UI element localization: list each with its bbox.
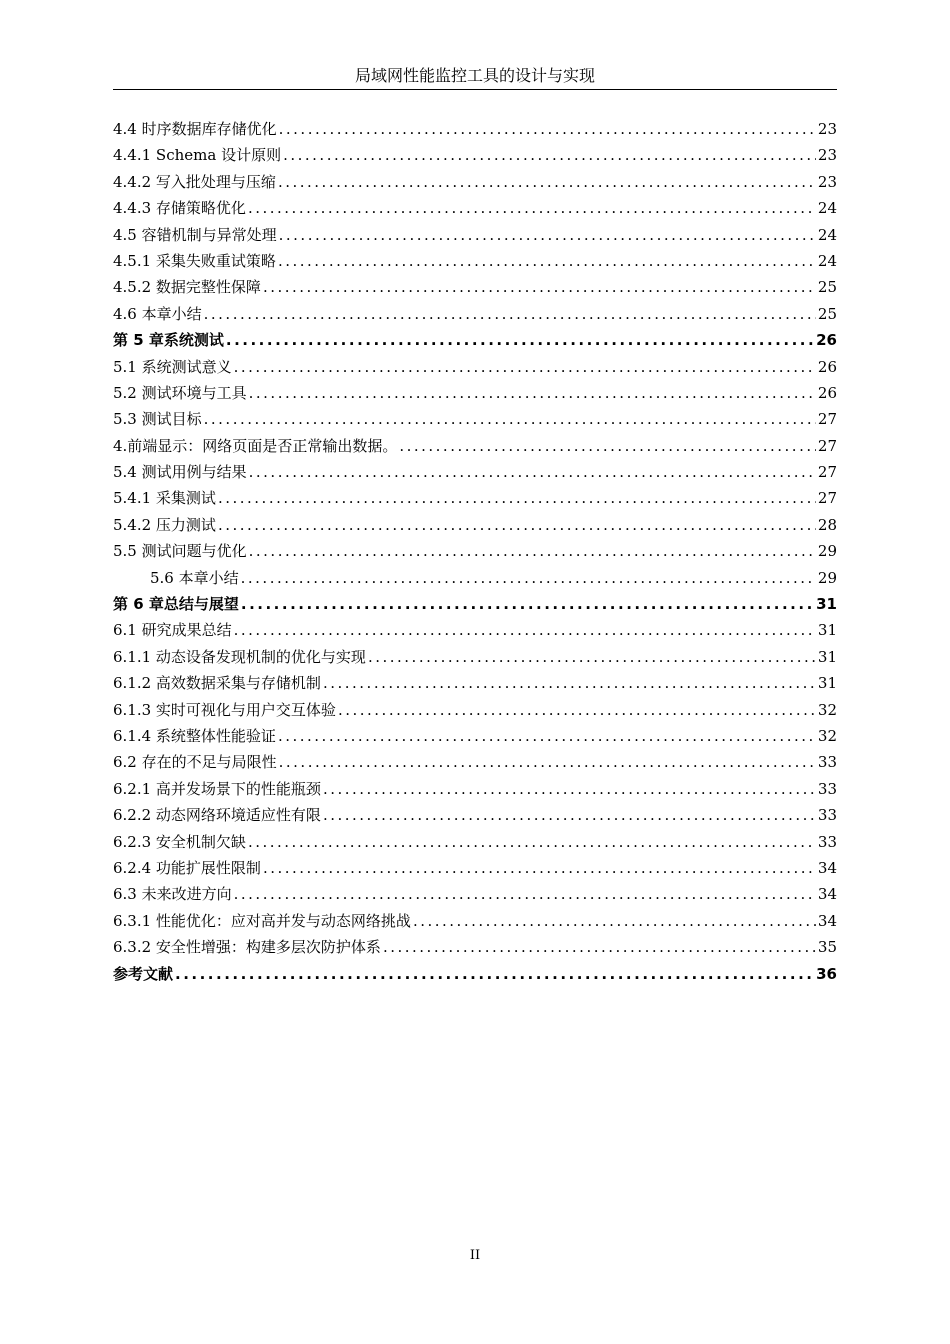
toc-section-entry[interactable] — [113, 248, 837, 274]
toc-entry-page: 25 — [817, 304, 837, 323]
toc-dot-leader — [413, 908, 816, 934]
toc-entry-title: 5.3 测试目标 — [113, 410, 202, 429]
toc-section-entry[interactable] — [113, 195, 837, 221]
toc-section-entry[interactable] — [113, 354, 837, 380]
toc-entry-title: 4.5.1 采集失败重试策略 — [113, 251, 276, 270]
toc-entry-page: 26 — [817, 383, 837, 402]
toc-dot-leader — [323, 802, 816, 828]
toc-section-entry[interactable] — [113, 855, 837, 881]
toc-entry-page: 24 — [817, 199, 837, 218]
toc-entry-title: 4.5.2 数据完整性保障 — [113, 278, 261, 297]
toc-entry-title: 第 6 章总结与展望 — [113, 595, 239, 614]
toc-entry-title: 5.4.1 采集测试 — [113, 489, 216, 508]
toc-entry-page: 27 — [817, 463, 837, 482]
toc-entry-page: 26 — [816, 331, 837, 350]
toc-dot-leader — [283, 142, 816, 168]
toc-entry-page: 33 — [817, 806, 837, 825]
toc-dot-leader — [234, 354, 816, 380]
toc-entry-title: 4.前端显示：网络页面是否正常输出数据。 — [113, 436, 398, 455]
toc-entry-page: 28 — [817, 515, 837, 534]
toc-entry-title: 6.1.2 高效数据采集与存储机制 — [113, 674, 321, 693]
toc-dot-leader — [368, 644, 816, 670]
toc-entry-page: 33 — [817, 832, 837, 851]
toc-entry-page: 27 — [817, 436, 837, 455]
toc-entry-title: 4.5 容错机制与异常处理 — [113, 225, 277, 244]
page-header-title: 局域网性能监控工具的设计与实现 — [354, 66, 595, 85]
toc-entry-title: 6.2.2 动态网络环境适应性有限 — [113, 806, 321, 825]
toc-entry-page: 34 — [817, 911, 837, 930]
toc-entry-title: 6.1 研究成果总结 — [113, 621, 232, 640]
toc-entry-title: 6.2 存在的不足与局限性 — [113, 753, 277, 772]
toc-dot-leader — [175, 961, 814, 987]
toc-entry-title: 6.1.4 系统整体性能验证 — [113, 726, 276, 745]
toc-section-entry[interactable] — [113, 908, 837, 934]
toc-section-entry[interactable] — [113, 406, 837, 432]
table-of-contents — [113, 116, 837, 987]
toc-dot-leader — [226, 327, 814, 353]
toc-section-entry[interactable] — [113, 617, 837, 643]
toc-entry-page: 32 — [817, 726, 837, 745]
page-number: II — [469, 1248, 481, 1263]
toc-section-entry[interactable] — [113, 433, 837, 459]
toc-dot-leader — [279, 222, 816, 248]
toc-dot-leader — [248, 829, 816, 855]
toc-dot-leader — [218, 485, 816, 511]
toc-section-entry[interactable] — [113, 644, 837, 670]
toc-entry-page: 23 — [817, 146, 837, 165]
toc-section-entry[interactable] — [113, 512, 837, 538]
toc-section-entry[interactable] — [113, 749, 837, 775]
toc-entry-page: 24 — [817, 251, 837, 270]
toc-dot-leader — [241, 565, 816, 591]
toc-dot-leader — [234, 617, 816, 643]
toc-dot-leader — [323, 776, 816, 802]
toc-entry-page: 27 — [817, 410, 837, 429]
toc-entry-title: 5.1 系统测试意义 — [113, 357, 232, 376]
toc-entry-title: 6.1.1 动态设备发现机制的优化与实现 — [113, 647, 366, 666]
toc-entry-page: 26 — [817, 357, 837, 376]
header-rule — [113, 89, 837, 90]
toc-dot-leader — [249, 538, 816, 564]
toc-dot-leader — [263, 274, 816, 300]
toc-section-entry[interactable] — [113, 116, 837, 142]
toc-dot-leader — [278, 723, 816, 749]
toc-entry-title: 6.3 未来改进方向 — [113, 885, 232, 904]
toc-dot-leader — [234, 881, 816, 907]
toc-entry-title: 5.6 本章小结 — [150, 568, 239, 587]
toc-chapter-entry[interactable] — [113, 591, 837, 617]
toc-dot-leader — [263, 855, 816, 881]
toc-section-entry[interactable] — [113, 829, 837, 855]
toc-entry-page: 25 — [817, 278, 837, 297]
toc-entry-title: 6.2.3 安全机制欠缺 — [113, 832, 246, 851]
toc-section-entry[interactable] — [113, 776, 837, 802]
toc-entry-page: 31 — [817, 674, 837, 693]
toc-section-entry[interactable] — [113, 881, 837, 907]
toc-entry-page: 34 — [817, 885, 837, 904]
toc-section-entry[interactable] — [113, 802, 837, 828]
toc-section-entry[interactable] — [113, 565, 837, 591]
toc-entry-page: 23 — [817, 120, 837, 138]
toc-dot-leader — [279, 749, 816, 775]
toc-entry-title: 5.5 测试问题与优化 — [113, 542, 247, 561]
toc-section-entry[interactable] — [113, 301, 837, 327]
toc-entry-page: 31 — [817, 647, 837, 666]
toc-chapter-entry[interactable] — [113, 327, 837, 353]
toc-section-entry[interactable] — [113, 723, 837, 749]
toc-entry-page: 29 — [817, 568, 837, 587]
toc-entry-title: 4.4.1 Schema 设计原则 — [113, 146, 282, 165]
toc-entry-title: 6.2.1 高并发场景下的性能瓶颈 — [113, 779, 321, 798]
toc-section-entry[interactable] — [113, 274, 837, 300]
toc-dot-leader — [278, 248, 816, 274]
toc-entry-title: 4.4.3 存储策略优化 — [113, 199, 246, 218]
toc-dot-leader — [399, 433, 816, 459]
toc-entry-title: 4.4.2 写入批处理与压缩 — [113, 172, 276, 191]
toc-entry-title: 6.3.1 性能优化：应对高并发与动态网络挑战 — [113, 911, 411, 930]
toc-dot-leader — [241, 591, 814, 617]
toc-entry-page: 33 — [817, 753, 837, 772]
toc-entry-page: 34 — [817, 858, 837, 877]
toc-chapter-entry[interactable] — [113, 961, 837, 987]
toc-entry-page: 24 — [817, 225, 837, 244]
toc-section-entry[interactable] — [113, 380, 837, 406]
toc-dot-leader — [204, 301, 816, 327]
toc-dot-leader — [338, 697, 816, 723]
toc-section-entry[interactable] — [113, 222, 837, 248]
toc-entry-page: 27 — [817, 489, 837, 508]
toc-dot-leader — [278, 169, 816, 195]
toc-section-entry[interactable] — [113, 670, 837, 696]
toc-dot-leader — [249, 459, 816, 485]
toc-entry-title: 参考文献 — [113, 964, 174, 983]
toc-entry-page: 36 — [816, 964, 837, 983]
toc-dot-leader — [323, 670, 816, 696]
toc-dot-leader — [204, 406, 816, 432]
toc-entry-title: 6.3.2 安全性增强：构建多层次防护体系 — [113, 938, 381, 957]
toc-entry-page: 31 — [816, 595, 837, 614]
toc-entry-title: 5.2 测试环境与工具 — [113, 383, 247, 402]
toc-entry-title: 5.4.2 压力测试 — [113, 515, 216, 534]
toc-dot-leader — [279, 116, 816, 142]
toc-entry-page: 31 — [817, 621, 837, 640]
toc-section-entry[interactable] — [113, 934, 837, 960]
toc-entry-title: 第 5 章系统测试 — [113, 331, 224, 350]
toc-dot-leader — [383, 934, 816, 960]
toc-entry-page: 29 — [817, 542, 837, 561]
toc-entry-title: 6.2.4 功能扩展性限制 — [113, 858, 261, 877]
toc-section-entry[interactable] — [113, 459, 837, 485]
toc-entry-title: 5.4 测试用例与结果 — [113, 463, 247, 482]
toc-entry-page: 35 — [817, 938, 837, 957]
toc-entry-page: 32 — [817, 700, 837, 719]
toc-entry-title: 4.6 本章小结 — [113, 304, 202, 323]
toc-section-entry[interactable] — [113, 538, 837, 564]
toc-entry-page: 33 — [817, 779, 837, 798]
toc-dot-leader — [248, 195, 816, 221]
toc-dot-leader — [249, 380, 816, 406]
toc-entry-title: 4.4 时序数据库存储优化 — [113, 120, 277, 138]
toc-section-entry[interactable] — [113, 697, 837, 723]
toc-entry-page: 23 — [817, 172, 837, 191]
toc-section-entry[interactable] — [113, 169, 837, 195]
toc-section-entry[interactable] — [113, 142, 837, 168]
toc-section-entry[interactable] — [113, 485, 837, 511]
toc-entry-title: 6.1.3 实时可视化与用户交互体验 — [113, 700, 336, 719]
toc-dot-leader — [218, 512, 816, 538]
